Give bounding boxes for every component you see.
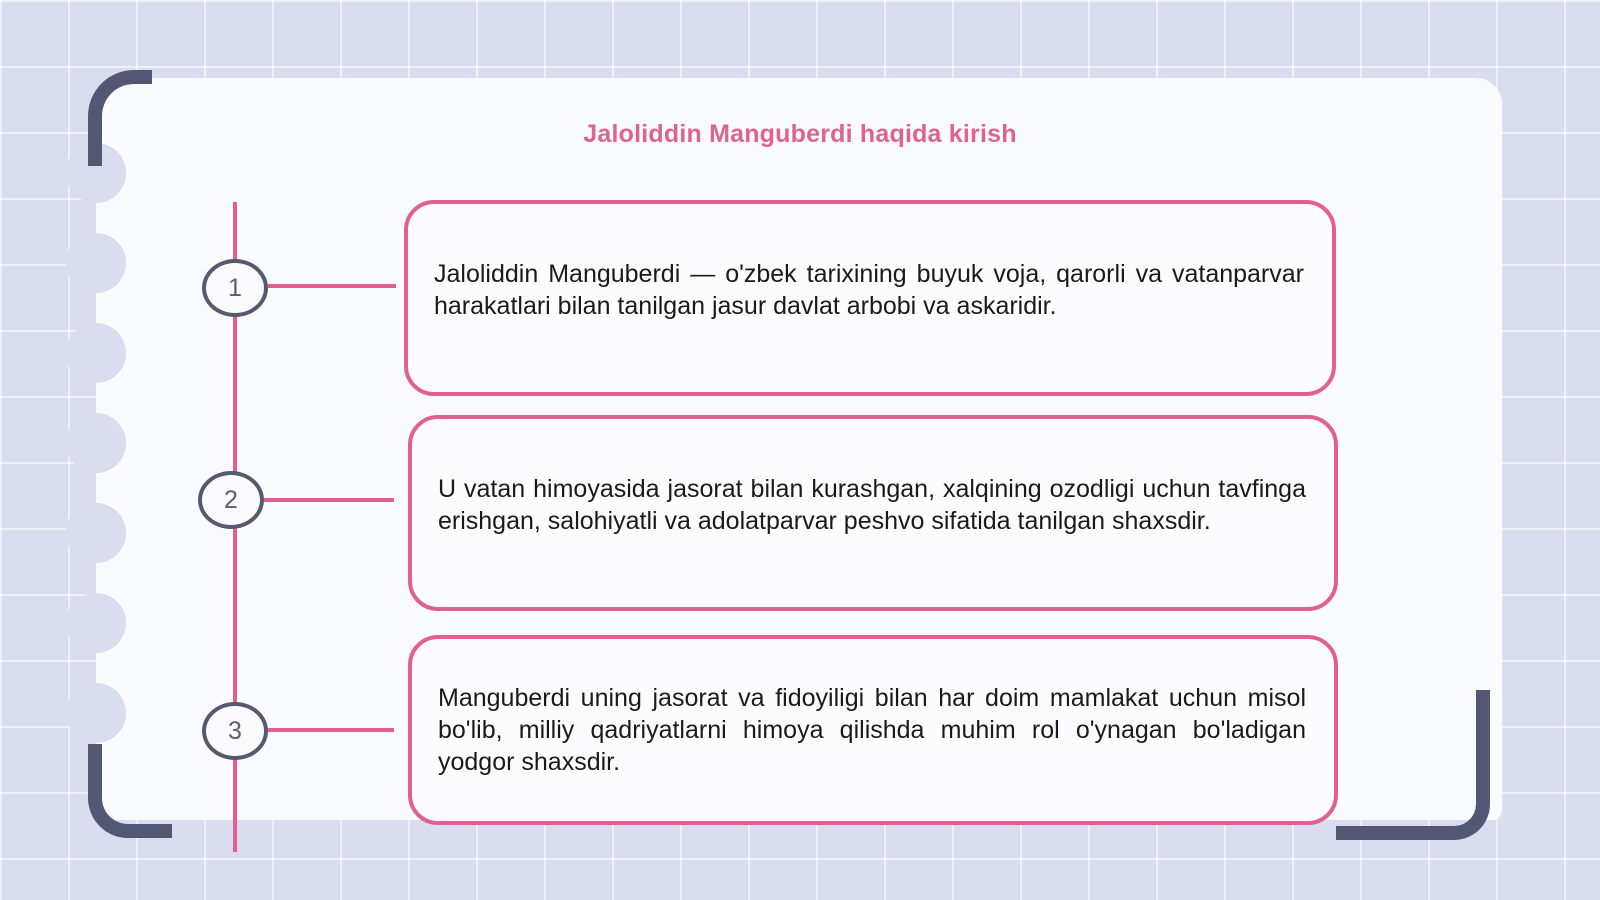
corner-bracket-bottom-right xyxy=(1336,690,1490,840)
paper-scallop xyxy=(66,503,126,563)
timeline-step-3-circle: 3 xyxy=(202,702,268,760)
timeline-connector-1 xyxy=(268,284,396,288)
timeline-card-3 xyxy=(408,635,1338,825)
paper-scallop xyxy=(66,413,126,473)
timeline-card-2-text: U vatan himoyasida jasorat bilan kurashgan, xalqining ozodligi uchun tavfinga erishgan, salohiyatli va adolatparvar peshvo sifatida tanilgan shaxsdir. xyxy=(438,475,1306,535)
timeline-card-1 xyxy=(404,200,1336,396)
paper-scallop xyxy=(66,593,126,653)
timeline-connector-2 xyxy=(264,498,394,502)
paper-scallop xyxy=(66,683,126,743)
paper-scallop xyxy=(66,323,126,383)
timeline-connector-3 xyxy=(268,728,394,732)
slide-title: Jaloliddin Manguberdi haqida kirish xyxy=(583,120,1017,148)
timeline-step-2-circle: 2 xyxy=(198,471,264,529)
corner-bracket-bottom-left xyxy=(88,744,172,838)
timeline-card-3-text: Manguberdi uning jasorat va fidoyiligi bilan har doim mamlakat uchun misol bo'lib, milliy qadriyatlarni himoya qilishda muhim rol o'ynagan bo'ladigan yodgor shaxsdir. xyxy=(438,684,1306,776)
timeline-card-1-text: Jaloliddin Manguberdi — o'zbek tarixining buyuk voja, qarorli va vatanparvar harakatlari bilan tanilgan jasur davlat arbobi va askaridir. xyxy=(434,260,1304,320)
corner-bracket-top-left xyxy=(88,70,152,166)
timeline-step-1-circle: 1 xyxy=(202,259,268,317)
paper-scallop xyxy=(66,233,126,293)
timeline-card-2 xyxy=(408,415,1338,611)
